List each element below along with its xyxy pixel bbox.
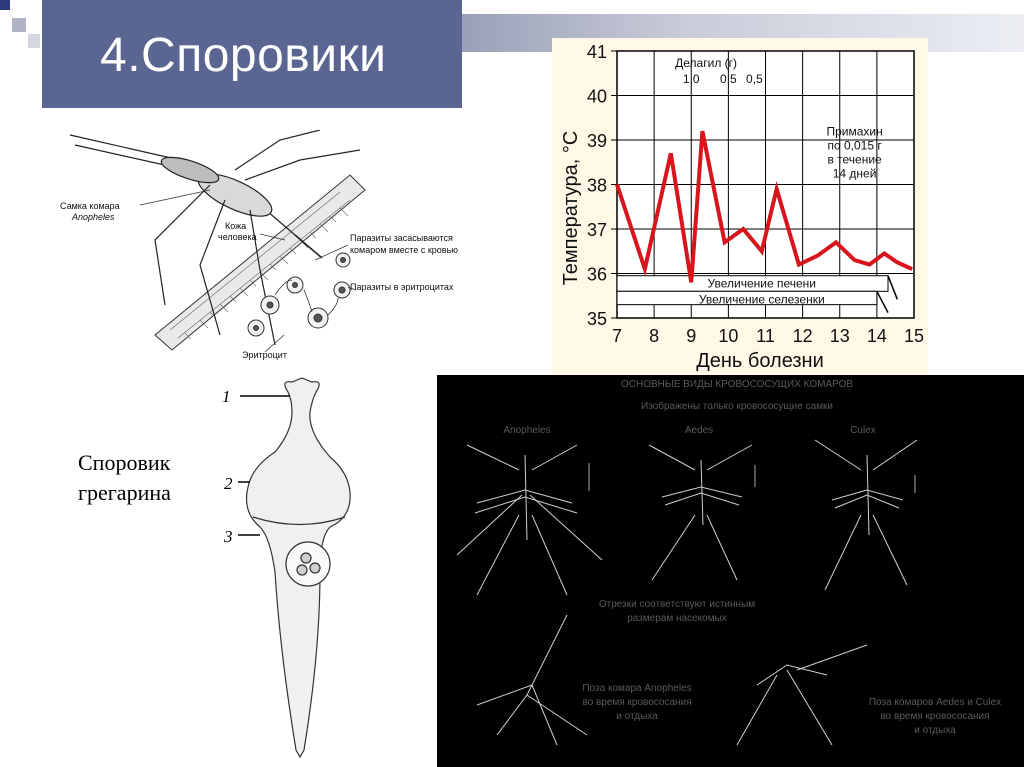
- photo-pose-culex-3: и отдыха: [914, 725, 956, 736]
- gregarine-caption-line-1: Споровик: [78, 450, 171, 475]
- photo-heading-2: Изображены только кровососущие самки: [641, 401, 833, 412]
- x-tick-label-9: 9: [686, 326, 697, 346]
- photo-pose-anopheles-1: Поза комара Anopheles: [582, 683, 692, 694]
- deco-square-blue: [0, 0, 10, 10]
- photo-pose-anopheles-2: во время кровососания: [582, 697, 692, 708]
- annotation-delagil-title: Делагил (г): [675, 56, 738, 70]
- gregarine-caption: [78, 448, 171, 508]
- x-tick-label-14: 14: [866, 326, 887, 346]
- photo-scale-note-2: размерам насекомых: [627, 613, 727, 624]
- photo-species-anopheles: Anopheles: [503, 425, 551, 436]
- annotation-delagil-dose-2: 0,5: [720, 72, 737, 86]
- gregarine-marker-3: 3: [224, 527, 233, 546]
- annotation-delagil-dose-1: 1,0: [682, 72, 700, 86]
- photo-species-culex: Culex: [850, 425, 876, 436]
- photo-species-aedes: Aedes: [684, 425, 714, 436]
- photo-scale-note-1: Отрезки соответствуют истинным: [598, 599, 756, 610]
- photo-pose-culex-2: во время кровососания: [880, 711, 990, 722]
- photo-pose-culex-1: Поза комаров Aedes и Culex: [868, 697, 1002, 708]
- y-tick-label-36: 36: [586, 264, 607, 285]
- x-tick-label-8: 8: [649, 326, 660, 346]
- gregarine-marker-1: 1: [222, 387, 231, 406]
- y-tick-label-38: 38: [586, 175, 607, 196]
- y-tick-label-37: 37: [586, 220, 607, 240]
- annotation-spleen: Увеличение селезенки: [698, 292, 825, 307]
- mosquito-species-photo: [437, 375, 1024, 767]
- label-erythrocyte: Эритроцит: [242, 350, 287, 360]
- x-tick-label-12: 12: [792, 326, 813, 346]
- deco-square-light: [28, 34, 40, 48]
- label-anopheles: Anopheles: [72, 212, 115, 222]
- y-tick-label-39: 39: [586, 131, 607, 151]
- label-skin-1: Кожа: [225, 221, 247, 231]
- photo-heading-1: ОСНОВНЫЕ ВИДЫ КРОВОСОСУЩИХ КОМАРОВ: [620, 379, 854, 390]
- annotation-primakhin-1: Примахин: [826, 124, 883, 139]
- slide-title: 4.Споровики: [100, 29, 387, 82]
- gregarine-caption-line-2: грегарина: [78, 480, 171, 505]
- annotation-primakhin-2: по 0,015 г: [827, 138, 882, 153]
- deco-square-gray: [12, 18, 26, 32]
- label-parasites-2: комаром вместе с кровью: [350, 245, 459, 255]
- y-tick-label-41: 41: [586, 42, 607, 62]
- x-tick-label-15: 15: [903, 326, 925, 346]
- y-tick-label-35: 35: [586, 309, 607, 329]
- x-tick-label-10: 10: [718, 326, 739, 346]
- label-parasites-1: Паразиты засасываются: [350, 233, 453, 243]
- annotation-delagil-dose-3: 0,5: [746, 72, 763, 86]
- x-tick-label-13: 13: [829, 326, 850, 346]
- annotation-primakhin-3: в течение: [827, 152, 882, 167]
- x-tick-label-7: 7: [611, 326, 623, 346]
- photo-pose-anopheles-3: и отдыха: [616, 711, 658, 722]
- label-erythrocyte-parasites: Паразиты в эритроцитах: [350, 282, 454, 292]
- x-tick-label-11: 11: [756, 326, 775, 346]
- chart-y-axis-label: Температура, °С: [560, 130, 582, 286]
- annotation-liver: Увеличение печени: [707, 276, 817, 291]
- temperature-chart-panel: [552, 38, 928, 376]
- label-skin-2: человека: [218, 232, 257, 242]
- gregarine-marker-2: 2: [224, 474, 233, 493]
- annotation-primakhin-4: 14 дней: [832, 166, 877, 181]
- malaria-transmission-diagram: [60, 130, 540, 370]
- label-female-mosquito: Самка комара: [60, 201, 120, 211]
- temperature-chart: [552, 38, 928, 376]
- chart-x-axis-label: День болезни: [696, 350, 824, 372]
- y-tick-label-40: 40: [586, 86, 607, 107]
- gregarine-drawing: [220, 372, 380, 762]
